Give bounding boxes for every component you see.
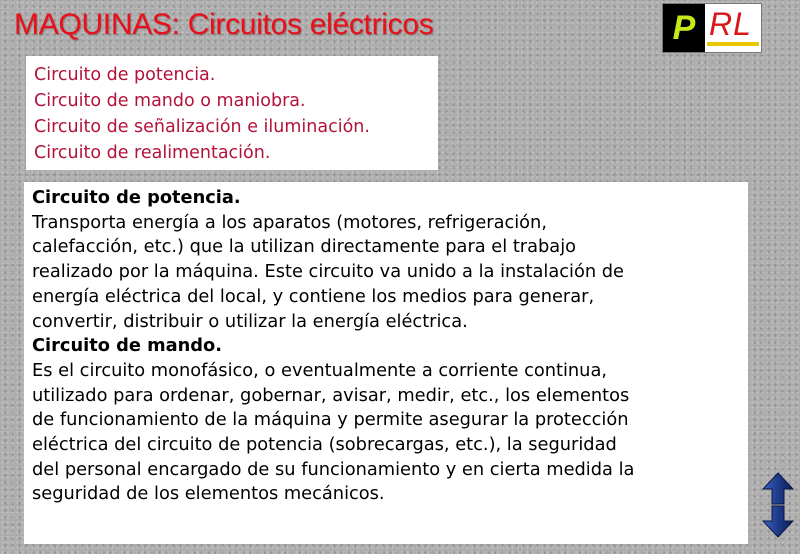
arrow-down-icon[interactable] bbox=[762, 505, 794, 538]
content-panel bbox=[24, 182, 748, 544]
content-line: Transporta energía a los aparatos (motores, refrigeración, bbox=[32, 211, 547, 233]
content-line: utilizado para ordenar, gobernar, avisar, medir, etc., los elementos bbox=[32, 384, 630, 406]
content-line: seguridad de los elementos mecánicos. bbox=[32, 483, 385, 505]
content-line: de funcionamiento de la máquina y permite asegurar la protección bbox=[32, 409, 629, 431]
content-line: calefacción, etc.) que la utilizan directamente para el trabajo bbox=[32, 236, 577, 258]
index-item-realimentacion[interactable]: Circuito de realimentación. bbox=[34, 143, 271, 163]
index-item-mando[interactable]: Circuito de mando o maniobra. bbox=[34, 91, 306, 111]
content-heading: Circuito de potencia. bbox=[32, 187, 241, 208]
logo-initials: RL bbox=[709, 6, 752, 42]
content-line: eléctrica del circuito de potencia (sobrecargas, etc.), la seguridad bbox=[32, 434, 617, 456]
index-item-senalizacion[interactable]: Circuito de señalización e iluminación. bbox=[34, 117, 370, 137]
logo bbox=[662, 3, 762, 53]
page-title: MAQUINAS: Circuitos eléctricos bbox=[14, 8, 434, 41]
content-line: del personal encargado de su funcionamiento y en cierta medida la bbox=[32, 458, 635, 480]
content-line: convertir, distribuir o utilizar la energía eléctrica. bbox=[32, 310, 468, 332]
content-heading: Circuito de mando. bbox=[32, 335, 222, 357]
logo-letter: P bbox=[663, 4, 705, 52]
arrow-up-icon[interactable] bbox=[762, 472, 794, 505]
content-line: realizado por la máquina. Este circuito va unido a la instalación de bbox=[32, 261, 624, 283]
logo-underline bbox=[707, 42, 759, 46]
content-line: Es el circuito monofásico, o eventualmente a corriente continua, bbox=[32, 359, 607, 381]
content-line: energía eléctrica del local, y contiene los medios para generar, bbox=[32, 285, 595, 307]
topic-index bbox=[26, 56, 438, 170]
navigation-arrows bbox=[762, 472, 794, 538]
index-item-potencia[interactable]: Circuito de potencia. bbox=[34, 65, 216, 85]
